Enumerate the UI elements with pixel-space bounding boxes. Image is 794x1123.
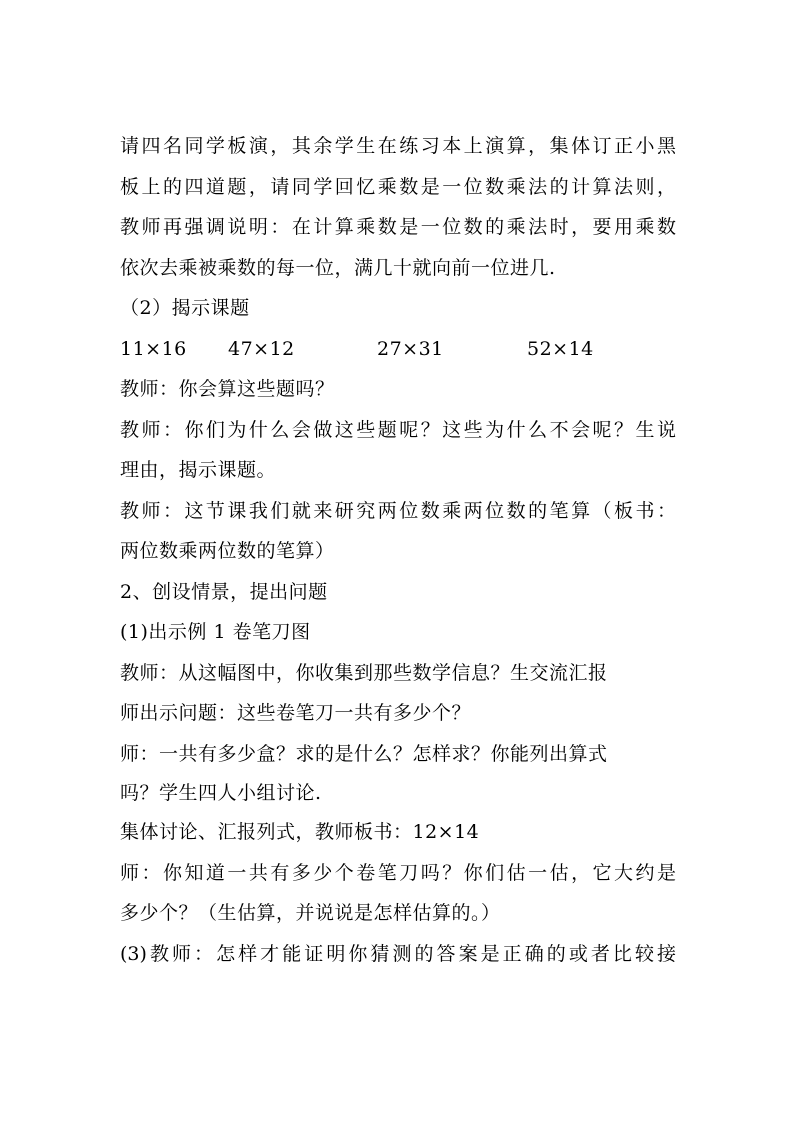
document-body [120, 126, 680, 974]
text-line-10: 教师：这节课我们就来研究两位数乘两位数的笔算（板书： [120, 499, 676, 522]
text-line-17: 吗？学生四人小组讨论. [120, 782, 322, 804]
equation-2: 47×12 [228, 337, 295, 360]
text-line-7: 教师：你会算这些题吗？ [120, 378, 335, 400]
section-heading-create-scenario: 2、创设情景，提出问题 [120, 580, 328, 603]
text-line-21: (3)教师：怎样才能证明你猜测的答案是正确的或者比较接 [120, 942, 676, 965]
equation-4: 52×14 [527, 337, 594, 360]
text-line-3: 教师再强调说明：在计算乘数是一位数的乘法时，要用乘数 [120, 216, 676, 238]
equation-1: 11×16 [120, 337, 187, 360]
text-line-19: 师：你知道一共有多少个卷笔刀吗？你们估一估，它大约是 [120, 861, 676, 884]
section-heading-reveal-topic: （2）揭示课题 [120, 297, 250, 319]
equation-3: 27×31 [377, 337, 444, 360]
text-line-20: 多少个？（生估算，并说说是怎样估算的。） [120, 902, 501, 924]
text-line-1: 请四名同学板演，其余学生在练习本上演算，集体订正小黑 [120, 135, 676, 157]
equation-row [120, 329, 680, 370]
text-line-14: 教师：从这幅图中，你收集到那些数学信息？生交流汇报 [120, 661, 608, 684]
text-line-18: 集体讨论、汇报列式，教师板书：12×14 [120, 821, 480, 843]
text-line-11: 两位数乘两位数的笔算） [120, 540, 335, 562]
text-line-16: 师：一共有多少盒？求的是什么？怎样求？你能列出算式 [120, 742, 608, 765]
text-line-15: 师出示问题：这些卷笔刀一共有多少个？ [120, 702, 472, 724]
text-line-8: 教师：你们为什么会做这些题呢？这些为什么不会呢？生说 [120, 418, 676, 441]
text-line-13: (1)出示例 1 卷笔刀图 [120, 621, 311, 643]
text-line-2: 板上的四道题，请同学回忆乘数是一位数乘法的计算法则， [120, 175, 676, 198]
text-line-9: 理由，揭示课题。 [120, 459, 277, 481]
text-line-4: 依次去乘被乘数的每一位，满几十就向前一位进几. [120, 256, 556, 279]
